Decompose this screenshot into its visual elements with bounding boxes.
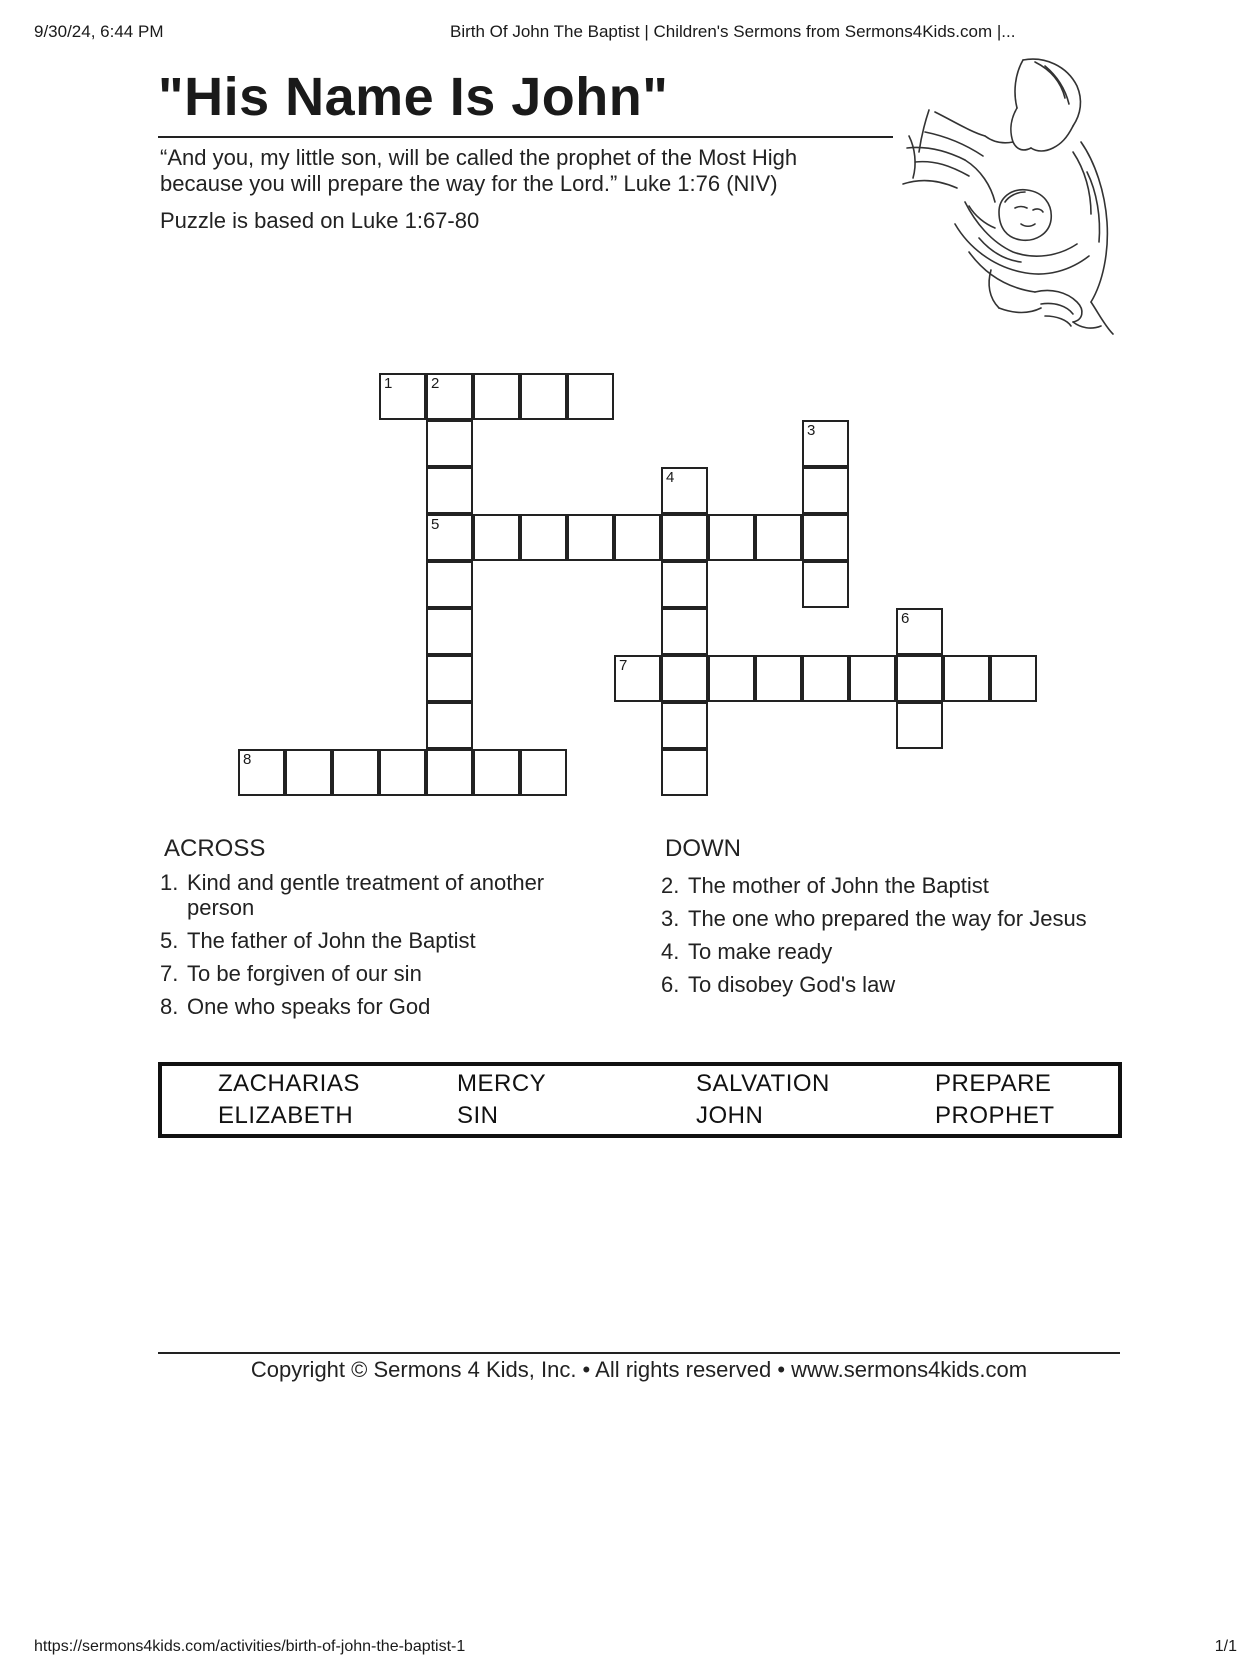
crossword-cell[interactable] — [755, 655, 802, 702]
crossword-cell[interactable] — [661, 467, 708, 514]
scripture-verse: “And you, my little son, will be called the prophet of the Most High because you will prepare the way for the Lord.” Luke 1:76 (NIV) — [160, 145, 798, 196]
clue-item — [160, 994, 560, 1019]
clue-number: 5 — [431, 516, 440, 533]
crossword-cell[interactable] — [426, 373, 473, 420]
crossword-cell[interactable] — [520, 749, 567, 796]
crossword-cell[interactable] — [661, 749, 708, 796]
clue-item-number: 7. — [160, 961, 179, 986]
crossword-cell[interactable] — [849, 655, 896, 702]
crossword-cell[interactable] — [896, 655, 943, 702]
puzzle-source: Puzzle is based on Luke 1:67-80 — [160, 208, 480, 233]
crossword-cell[interactable] — [426, 514, 473, 561]
footer-divider — [158, 1352, 1120, 1354]
clue-item-text: To make ready — [688, 939, 833, 964]
print-page-count: 1/1 — [1214, 1638, 1237, 1655]
clue-number: 1 — [384, 375, 393, 392]
clue-item-text: One who speaks for God — [187, 994, 431, 1019]
crossword-cell[interactable] — [426, 561, 473, 608]
crossword-cell[interactable] — [426, 467, 473, 514]
crossword-cell[interactable] — [332, 749, 379, 796]
print-datetime: 9/30/24, 6:44 PM — [34, 22, 164, 41]
clue-item — [661, 906, 1121, 931]
word-bank — [158, 1062, 1122, 1138]
crossword-cell[interactable] — [426, 749, 473, 796]
across-heading: ACROSS — [164, 835, 266, 862]
clue-number: 2 — [431, 375, 440, 392]
title-divider — [158, 136, 893, 138]
clue-item — [661, 939, 1121, 964]
clue-item — [160, 961, 560, 986]
clue-item-text: The mother of John the Baptist — [688, 873, 989, 898]
crossword-cell[interactable] — [802, 561, 849, 608]
clue-item-text: To disobey God's law — [688, 972, 896, 997]
word-bank-word: ZACHARIAS — [218, 1070, 360, 1097]
crossword-cell[interactable] — [708, 655, 755, 702]
clue-number: 8 — [243, 751, 252, 768]
crossword-cell[interactable] — [379, 373, 426, 420]
print-page-title: Birth Of John The Baptist | Children's Sermons from Sermons4Kids.com |... — [450, 22, 1016, 41]
word-bank-word: PROPHET — [935, 1102, 1055, 1129]
crossword-cell[interactable] — [238, 749, 285, 796]
across-clue-list — [160, 870, 560, 1027]
word-bank-word: PREPARE — [935, 1070, 1052, 1097]
crossword-cell[interactable] — [520, 373, 567, 420]
page-title: "His Name Is John" — [158, 67, 669, 127]
word-bank-word: MERCY — [457, 1070, 547, 1097]
crossword-cell[interactable] — [426, 702, 473, 749]
clue-item-number: 8. — [160, 994, 179, 1019]
mother-holding-baby-illustration — [895, 52, 1130, 342]
crossword-cell[interactable] — [943, 655, 990, 702]
crossword-cell[interactable] — [567, 514, 614, 561]
clue-number: 4 — [666, 469, 675, 486]
crossword-cell[interactable] — [896, 608, 943, 655]
crossword-cell[interactable] — [802, 420, 849, 467]
crossword-cell[interactable] — [426, 655, 473, 702]
clue-item-number: 3. — [661, 906, 680, 931]
word-bank-word: ELIZABETH — [218, 1102, 354, 1129]
crossword-cell[interactable] — [755, 514, 802, 561]
crossword-cell[interactable] — [285, 749, 332, 796]
crossword-cell[interactable] — [990, 655, 1037, 702]
clue-number: 6 — [901, 610, 910, 627]
clue-item-number: 4. — [661, 939, 680, 964]
crossword-cell[interactable] — [661, 561, 708, 608]
crossword-cell[interactable] — [567, 373, 614, 420]
clue-item-text: The father of John the Baptist — [187, 928, 476, 953]
crossword-cell[interactable] — [614, 514, 661, 561]
clue-item — [661, 972, 1121, 997]
clue-item-number: 6. — [661, 972, 680, 997]
clue-item-text: To be forgiven of our sin — [187, 961, 422, 986]
clue-item-number: 2. — [661, 873, 680, 898]
down-heading: DOWN — [665, 835, 741, 862]
crossword-cell[interactable] — [708, 514, 755, 561]
clue-item — [661, 873, 1121, 898]
crossword-cell[interactable] — [473, 514, 520, 561]
clue-item-text: Kind and gentle treatment of another person — [187, 870, 545, 920]
copyright-notice: Copyright © Sermons 4 Kids, Inc. • All rights reserved • www.sermons4kids.com — [250, 1357, 1028, 1382]
crossword-cell[interactable] — [661, 655, 708, 702]
crossword-cell[interactable] — [802, 655, 849, 702]
print-url: https://sermons4kids.com/activities/birth-of-john-the-baptist-1 — [34, 1638, 466, 1655]
crossword-cell[interactable] — [426, 608, 473, 655]
word-bank-word: JOHN — [696, 1102, 764, 1129]
down-clue-list — [661, 873, 1121, 1005]
clue-item-number: 5. — [160, 928, 179, 953]
clue-item-number: 1. — [160, 870, 179, 895]
clue-number: 7 — [619, 657, 628, 674]
word-bank-word: SIN — [457, 1102, 499, 1129]
crossword-cell[interactable] — [614, 655, 661, 702]
clue-item — [160, 870, 560, 920]
crossword-cell[interactable] — [379, 749, 426, 796]
crossword-cell[interactable] — [896, 702, 943, 749]
crossword-cell[interactable] — [802, 467, 849, 514]
crossword-cell[interactable] — [473, 373, 520, 420]
clue-item — [160, 928, 560, 953]
crossword-cell[interactable] — [473, 749, 520, 796]
word-bank-word: SALVATION — [696, 1070, 830, 1097]
crossword-cell[interactable] — [661, 514, 708, 561]
clue-item-text: The one who prepared the way for Jesus — [688, 906, 1087, 931]
crossword-cell[interactable] — [426, 420, 473, 467]
clue-number: 3 — [807, 422, 816, 439]
crossword-cell[interactable] — [802, 514, 849, 561]
crossword-cell[interactable] — [661, 608, 708, 655]
crossword-cell[interactable] — [520, 514, 567, 561]
crossword-cell[interactable] — [661, 702, 708, 749]
